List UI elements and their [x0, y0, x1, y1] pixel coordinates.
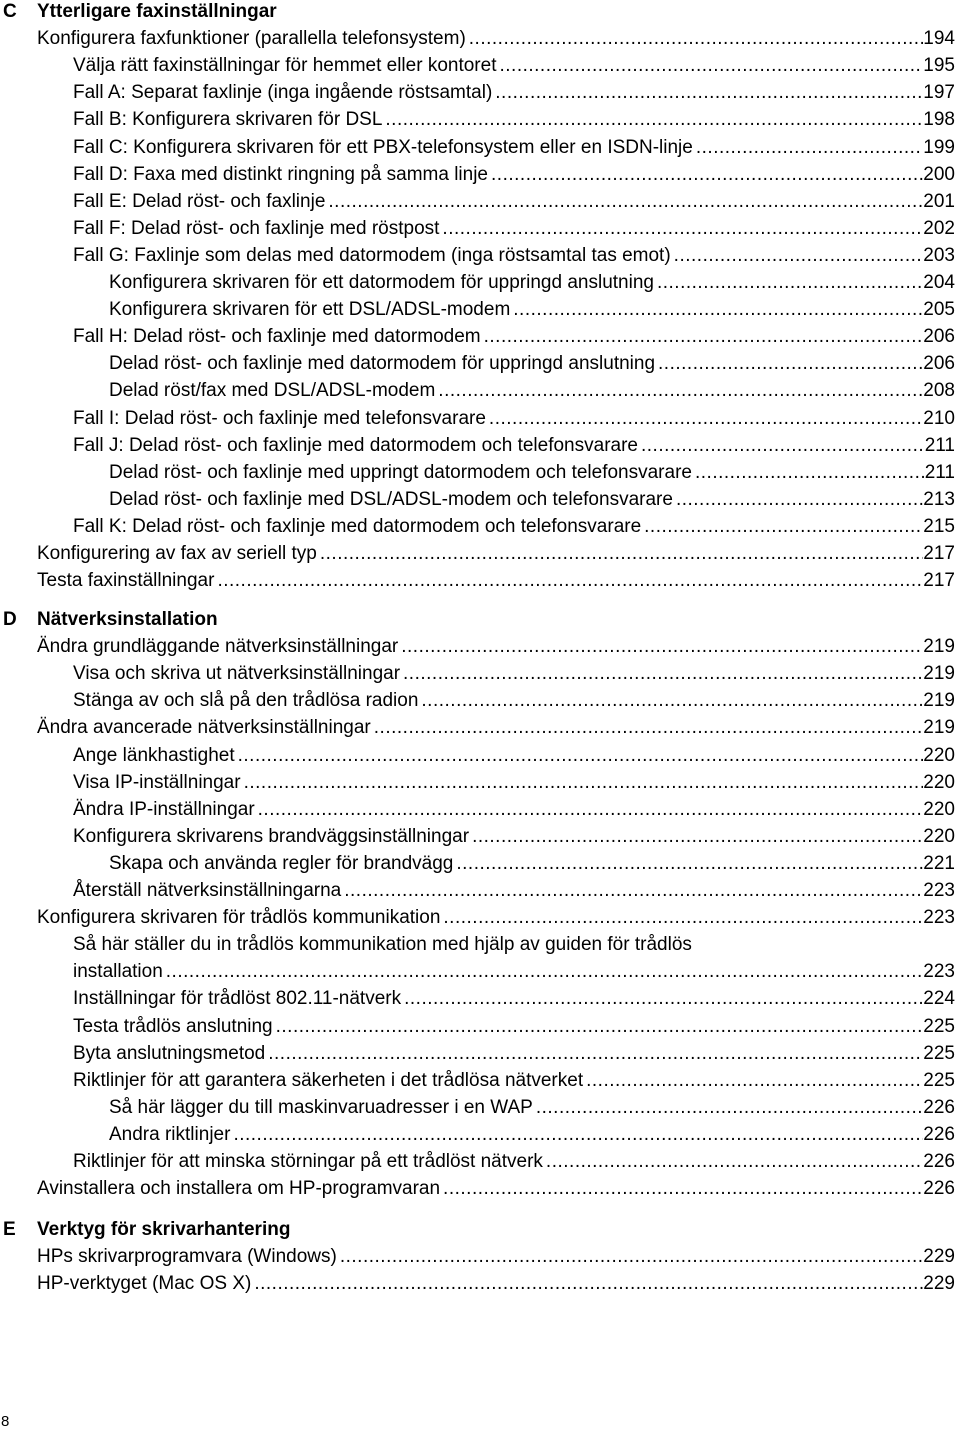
toc-entry-label: Välja rätt faxinställningar för hemmet eller kontoret [73, 55, 497, 77]
toc-entry[interactable] [73, 772, 955, 794]
toc-entry-label: Fall G: Faxlinje som delas med datormodem (inga röstsamtal tas emot) [73, 244, 671, 266]
toc-entry-label: Riktlinjer för att garantera säkerheten i det trådlösa nätverket [73, 1069, 584, 1091]
dot-leader [385, 109, 923, 131]
toc-entry-label: Så här lägger du till maskinvaruadresser i en WAP [109, 1096, 533, 1118]
toc-entry-label: Riktlinjer för att minska störningar på ett trådlöst nätverk [73, 1151, 543, 1172]
toc-entry-label: Visa IP-inställningar [73, 771, 241, 793]
toc-entry-page: 217 [923, 543, 955, 564]
page-number: 8 [1, 1413, 10, 1430]
toc-entry-label: Fall C: Konfigurera skrivaren för ett PBX-telefonsystem eller en ISDN-linje [73, 136, 693, 158]
toc-entry-label: Delad röst- och faxlinje med DSL/ADSL-modem och telefonsvarare [109, 488, 673, 510]
toc-entry[interactable] [37, 543, 955, 565]
dot-leader [254, 1273, 923, 1295]
toc-entry-label: Skapa och använda regler för brandvägg [109, 852, 454, 874]
toc-entry-label: installation [73, 961, 163, 983]
toc-entry[interactable] [73, 326, 955, 348]
toc-entry-page: 225 [923, 1069, 955, 1091]
toc-entry-page: 226 [923, 1151, 955, 1172]
toc-entry[interactable] [109, 380, 955, 402]
toc-entry-page: 211 [924, 461, 955, 483]
toc-entry[interactable] [73, 191, 955, 213]
section-letter: D [3, 609, 17, 630]
dot-leader [401, 636, 923, 658]
dot-leader [484, 326, 924, 348]
toc-entry-page: 202 [923, 217, 955, 239]
toc-entry-label: Delad röst/fax med DSL/ADSL-modem [109, 380, 436, 402]
toc-entry-label: Konfigurera skrivaren för ett datormodem för uppringd anslutning [109, 272, 654, 293]
toc-entry[interactable] [37, 1273, 955, 1295]
dot-leader [166, 961, 924, 983]
dot-leader [536, 1097, 923, 1119]
toc-entry-label: Andra riktlinjer [109, 1123, 231, 1145]
toc-entry-page: 220 [923, 825, 955, 847]
toc-entry[interactable] [73, 1043, 955, 1065]
dot-leader [374, 717, 924, 739]
toc-entry[interactable] [109, 272, 955, 294]
toc-entry[interactable] [73, 218, 955, 240]
toc-entry-label: Delad röst- och faxlinje med datormodem för uppringd anslutning [109, 353, 656, 375]
toc-entry-page: 205 [923, 299, 955, 321]
dot-leader [344, 880, 923, 902]
toc-entry-label: Visa och skriva ut nätverksinställningar [73, 663, 401, 685]
toc-entry[interactable] [73, 988, 955, 1010]
toc-entry-label: Konfigurering av fax av seriell typ [37, 543, 317, 564]
toc-entry-page: 210 [923, 407, 955, 429]
toc-entry-page: 223 [923, 907, 955, 929]
toc-entry[interactable] [73, 663, 955, 685]
toc-entry[interactable] [109, 299, 955, 321]
toc-entry-page: 213 [923, 488, 955, 510]
toc-entry[interactable] [37, 1178, 955, 1200]
toc-entry[interactable] [109, 1097, 955, 1119]
toc-entry-page: 198 [923, 109, 955, 131]
toc-entry-page: 226 [923, 1178, 955, 1200]
toc-entry[interactable] [37, 636, 955, 658]
toc-entry-page: 220 [923, 744, 955, 766]
toc-entry-page: 219 [923, 717, 955, 739]
section-letter: E [3, 1219, 16, 1240]
toc-entry-page: 194 [923, 28, 955, 50]
toc-entry-label: Ändra IP-inställningar [73, 798, 255, 820]
dot-leader [438, 380, 923, 402]
toc-entry-label: Fall A: Separat faxlinje (inga ingående röstsamtal) [73, 82, 493, 104]
toc-entry-page: 226 [923, 1123, 955, 1145]
toc-entry-page: 225 [923, 1015, 955, 1037]
toc-entry[interactable] [73, 690, 955, 712]
dot-leader [340, 1246, 923, 1268]
dot-leader [695, 462, 925, 484]
toc-entry-label: Fall H: Delad röst- och faxlinje med datormodem [73, 326, 481, 348]
toc-entry[interactable] [109, 462, 955, 484]
toc-entry-page: 215 [923, 515, 955, 537]
toc-entry-page: 219 [923, 690, 955, 712]
toc-entry-page: 199 [923, 136, 955, 158]
toc-entry[interactable] [73, 516, 955, 538]
toc-entry[interactable] [73, 164, 955, 186]
toc-entry-label: Konfigurera faxfunktioner (parallella telefonsystem) [37, 28, 466, 50]
toc-entry[interactable] [37, 570, 955, 592]
dot-leader [442, 218, 923, 240]
toc-entry-page: 201 [923, 190, 955, 212]
toc-entry-label: Fall E: Delad röst- och faxlinje [73, 190, 326, 212]
dot-leader [258, 799, 924, 821]
toc-entry[interactable] [73, 245, 955, 267]
toc-entry-page: 219 [923, 663, 955, 685]
dot-leader [233, 1124, 923, 1146]
dot-leader [644, 516, 923, 538]
toc-entry-label: Konfigurera skrivaren för trådlös kommunikation [37, 907, 441, 929]
toc-entry[interactable] [109, 853, 955, 875]
toc-entry-page: 229 [923, 1246, 955, 1268]
toc-entry-label-line[interactable]: Så här ställer du in trådlös kommunikation med hjälp av guiden för trådlös [73, 934, 692, 956]
dot-leader [244, 772, 924, 794]
toc-entry[interactable] [109, 353, 955, 375]
dot-leader [641, 435, 925, 457]
toc-entry-label: Konfigurera skrivaren för ett DSL/ADSL-modem [109, 299, 511, 321]
toc-entry-label: Fall I: Delad röst- och faxlinje med telefonsvarare [73, 407, 486, 429]
toc-entry[interactable] [73, 435, 955, 457]
toc-entry[interactable] [73, 745, 955, 767]
toc-entry-label: Fall D: Faxa med distinkt ringning på samma linje [73, 163, 489, 185]
toc-entry-label: Återställ nätverksinställningarna [73, 880, 342, 901]
toc-entry-label: Delad röst- och faxlinje med uppringt datormodem och telefonsvarare [109, 461, 692, 483]
toc-entry-label: Ändra avancerade nätverksinställningar [37, 717, 371, 739]
dot-leader [472, 826, 923, 848]
toc-entry-label: HPs skrivarprogramvara (Windows) [37, 1246, 337, 1268]
toc-entry[interactable] [73, 408, 955, 430]
dot-leader [268, 1043, 923, 1065]
dot-leader [217, 570, 923, 592]
toc-entry-label: Byta anslutningsmetod [73, 1042, 266, 1064]
toc-entry[interactable] [73, 137, 955, 159]
toc-entry-page: 195 [923, 55, 955, 77]
dot-leader [443, 1178, 923, 1200]
section-title: Verktyg för skrivarhantering [37, 1219, 291, 1240]
toc-entry-page: 211 [924, 434, 955, 456]
toc-entry-page: 203 [923, 244, 955, 266]
dot-leader [328, 191, 923, 213]
toc-entry[interactable] [73, 1151, 955, 1173]
dot-leader [443, 907, 923, 929]
toc-entry-label: Fall B: Konfigurera skrivaren för DSL [73, 109, 383, 131]
toc-entry-label: Testa trådlös anslutning [73, 1015, 273, 1037]
toc-entry-label: HP-verktyget (Mac OS X) [37, 1273, 252, 1295]
toc-entry[interactable] [37, 1246, 955, 1268]
dot-leader [491, 164, 923, 186]
toc-entry[interactable] [73, 109, 955, 131]
dot-leader [499, 55, 923, 77]
dot-leader [456, 853, 923, 875]
toc-entry-page: 226 [923, 1096, 955, 1118]
toc-entry[interactable] [73, 826, 955, 848]
dot-leader [546, 1151, 923, 1173]
toc-entry-page: 223 [923, 961, 955, 983]
toc-entry[interactable] [73, 880, 955, 902]
toc-entry[interactable] [73, 961, 955, 983]
dot-leader [696, 137, 923, 159]
toc-entry-page: 197 [923, 82, 955, 104]
toc-entry[interactable] [73, 1016, 955, 1038]
toc-entry-label: Testa faxinställningar [37, 570, 215, 592]
toc-entry[interactable] [73, 82, 955, 104]
toc-entry-page: 220 [923, 798, 955, 820]
toc-entry-label: Inställningar för trådlöst 802.11-nätverk [73, 988, 402, 1010]
toc-entry-page: 206 [923, 353, 955, 375]
section-title: Nätverksinstallation [37, 609, 218, 630]
toc-entry-label: Fall F: Delad röst- och faxlinje med röstpost [73, 217, 440, 239]
toc-entry-label: Fall J: Delad röst- och faxlinje med datormodem och telefonsvarare [73, 434, 638, 456]
toc-entry[interactable] [73, 55, 955, 77]
dot-leader [489, 408, 923, 430]
dot-leader [403, 663, 923, 685]
toc-entry-label: Avinstallera och installera om HP-programvaran [37, 1178, 441, 1200]
toc-entry[interactable] [37, 28, 955, 50]
toc-entry-page: 224 [923, 988, 955, 1010]
toc-entry-label: Ange länkhastighet [73, 744, 235, 766]
dot-leader [657, 272, 923, 294]
toc-entry-page: 204 [923, 272, 955, 293]
dot-leader [421, 690, 923, 712]
toc-entry[interactable] [109, 489, 955, 511]
dot-leader [495, 82, 923, 104]
dot-leader [676, 489, 923, 511]
toc-entry[interactable] [73, 799, 955, 821]
toc-entry-page: 208 [923, 380, 955, 402]
dot-leader [276, 1016, 924, 1038]
toc-entry-page: 221 [923, 852, 955, 874]
section-title: Ytterligare faxinställningar [37, 1, 277, 22]
toc-entry-page: 219 [923, 636, 955, 658]
toc-entry-label: Ändra grundläggande nätverksinställningar [37, 636, 399, 658]
dot-leader [404, 988, 923, 1010]
toc-entry[interactable] [73, 1070, 955, 1092]
toc-entry-label: Konfigurera skrivarens brandväggsinställningar [73, 825, 470, 847]
toc-entry-page: 200 [923, 163, 955, 185]
dot-leader [469, 28, 924, 50]
toc-entry-label: Stänga av och slå på den trådlösa radion [73, 690, 419, 712]
toc-entry-page: 225 [923, 1042, 955, 1064]
dot-leader [238, 745, 924, 767]
dot-leader [658, 353, 923, 375]
toc-entry[interactable] [37, 907, 955, 929]
dot-leader [674, 245, 924, 267]
toc-entry-label: Fall K: Delad röst- och faxlinje med datormodem och telefonsvarare [73, 515, 642, 537]
dot-leader [586, 1070, 923, 1092]
dot-leader [320, 543, 923, 565]
toc-entry[interactable] [37, 717, 955, 739]
toc-entry-page: 206 [923, 326, 955, 348]
toc-entry-page: 217 [923, 570, 955, 592]
toc-entry-page: 223 [923, 880, 955, 901]
section-letter: C [3, 1, 17, 22]
dot-leader [513, 299, 923, 321]
toc-entry-page: 220 [923, 771, 955, 793]
toc-entry-page: 229 [923, 1273, 955, 1295]
toc-entry[interactable] [109, 1124, 955, 1146]
